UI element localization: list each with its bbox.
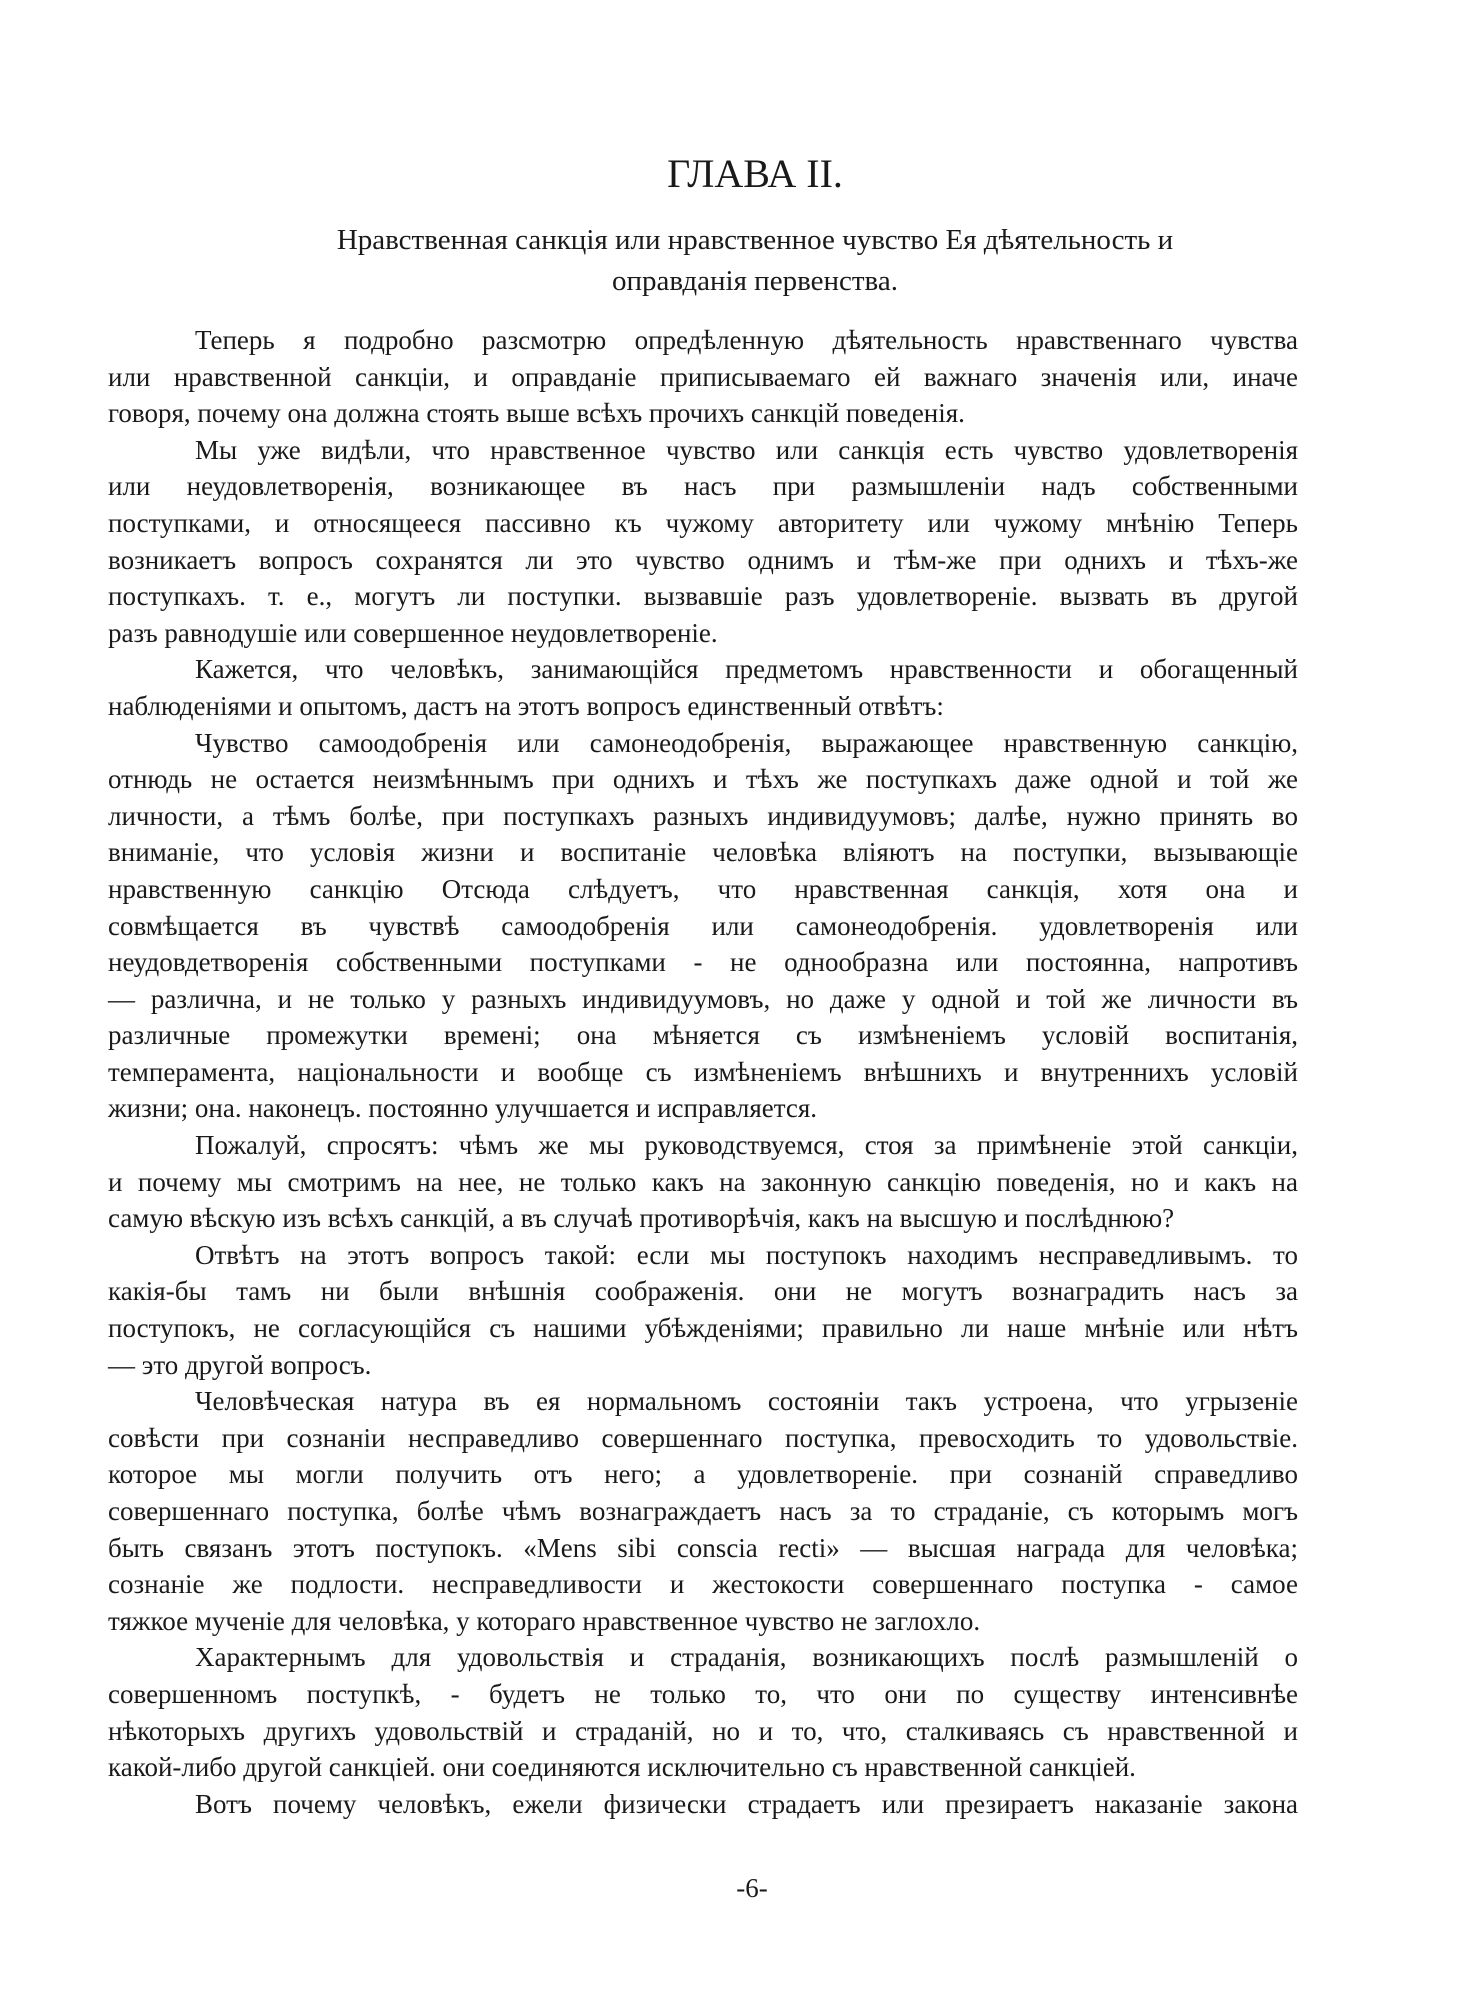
text-line: быть связанъ этотъ поступокъ. «Mens sibi conscia recti» — высшая награда для человѣка; xyxy=(108,1532,1298,1563)
paragraph xyxy=(108,1127,1298,1237)
text-line: совершеннаго поступка, болѣе чѣмъ вознаграждаетъ насъ за то страданіе, съ которымъ могъ xyxy=(108,1496,1298,1526)
paragraph xyxy=(108,1383,1298,1639)
text-line: поступками, и относящееся пассивно къ чужому авторитету или чужому мнѣнію Теперь xyxy=(108,507,1298,538)
page-number: -6- xyxy=(736,1873,768,1903)
text-line: личности, а тѣмъ болѣе, при поступкахъ разныхъ индивидуумовъ; далѣе, нужно принять во xyxy=(108,800,1298,831)
text-line: разъ равнодушіе или совершенное неудовлетвореніе. xyxy=(108,617,718,648)
text-line: говоря, почему она должна стоять выше всѣхъ прочихъ санкцій поведенія. xyxy=(108,398,965,429)
text-line: и почему мы смотримъ на нее, не только какъ на законную санкцію поведенія, но и какъ на xyxy=(108,1166,1298,1197)
subtitle-line: Нравственная санкція или нравственное чувство Ея дѣятельность и xyxy=(336,224,1174,256)
paragraph xyxy=(108,725,1298,1128)
paragraph xyxy=(108,651,1298,724)
subtitle-line: оправданія первенства. xyxy=(612,265,898,297)
text-line: нѣкоторыхъ другихъ удовольствій и страданій, но и то, что, сталкиваясь съ нравственной и xyxy=(108,1715,1298,1746)
text-line: совѣсти при сознаніи несправедливо совершеннаго поступка, превосходить то удовольствіе. xyxy=(108,1422,1298,1453)
text-line: Характернымъ для удовольствія и страданія, возникающихъ послѣ размышленій о xyxy=(195,1642,1298,1673)
chapter-subtitle xyxy=(225,220,1285,302)
text-line: вниманіе, что условія жизни и воспитаніе человѣка вліяютъ на поступки, вызывающіе xyxy=(108,837,1298,868)
text-line: Чувство самоодобренія или самонеодобренія, выражающее нравственную санкцію, xyxy=(195,727,1298,758)
text-line: наблюденіями и опытомъ, дастъ на этотъ вопросъ единственный отвѣтъ: xyxy=(108,690,944,721)
text-line: Мы уже видѣли, что нравственное чувство или санкція есть чувство удовлетворенія xyxy=(195,434,1298,465)
text-line: Человѣческая натура въ ея нормальномъ состояніи такъ устроена, что угрызеніе xyxy=(195,1386,1298,1417)
paragraph xyxy=(108,1786,1298,1823)
text-line: тяжкое мученіе для человѣка, у котораго нравственное чувство не заглохло. xyxy=(108,1605,981,1636)
body-text xyxy=(108,322,1298,1822)
text-line: Теперь я подробно разсмотрю опредѣленную дѣятельность нравственнаго чувства xyxy=(195,325,1298,355)
text-line: Отвѣтъ на этотъ вопросъ такой: если мы поступокъ находимъ несправедливымъ. то xyxy=(195,1239,1298,1270)
text-line: самую вѣскую изъ всѣхъ санкцій, а въ случаѣ противорѣчія, какъ на высшую и послѣднюю? xyxy=(108,1203,1175,1234)
text-line: поступокъ, не согласующійся съ нашими убѣжденіями; правильно ли наше мнѣніе или нѣтъ xyxy=(108,1313,1298,1344)
text-line: совершенномъ поступкѣ, - будетъ не только то, что они по существу интенсивнѣе xyxy=(108,1678,1298,1709)
text-line: неудовдетворенія собственными поступками - не однообразна или постоянна, напротивъ xyxy=(108,947,1298,978)
paragraph xyxy=(108,1237,1298,1383)
text-line: или неудовлетворенія, возникающее въ насъ при размышленіи надъ собственными xyxy=(108,471,1298,502)
text-line: — различна, и не только у разныхъ индивидуумовъ, но даже у одной и той же личности въ xyxy=(108,983,1298,1014)
paragraph xyxy=(108,432,1298,652)
text-line: нравственную санкцію Отсюда слѣдуетъ, что нравственная санкція, хотя она и xyxy=(108,873,1298,904)
text-line: поступкахъ. т. е., могутъ ли поступки. вызвавшіе разъ удовлетвореніе. вызвать въ другой xyxy=(108,581,1298,612)
text-line: совмѣщается въ чувствѣ самоодобренія или самонеодобренія. удовлетворенія или xyxy=(108,910,1298,941)
text-line: Пожалуй, спросятъ: чѣмъ же мы руководствуемся, стоя за примѣненіе этой санкціи, xyxy=(195,1130,1298,1161)
text-line: какія-бы тамъ ни были внѣшнія соображенія. они не могутъ вознаградить насъ за xyxy=(108,1276,1298,1307)
text-line: которое мы могли получить отъ него; а удовлетвореніе. при сознаній справедливо xyxy=(108,1459,1298,1490)
text-line: отнюдь не остается неизмѣннымъ при однихъ и тѣхъ же поступкахъ даже одной и той же xyxy=(108,764,1298,795)
text-line: — это другой вопросъ. xyxy=(108,1349,372,1380)
text-line: какой-либо другой санкціей. они соединяются исключительно съ нравственной санкціей. xyxy=(108,1752,1136,1783)
text-line: различные промежутки времені; она мѣняется съ измѣненіемъ условій воспитанія, xyxy=(108,1020,1298,1051)
text-line: темперамента, національности и вообще съ измѣненіемъ внѣшнихъ и внутреннихъ условій xyxy=(108,1056,1298,1087)
paragraph xyxy=(108,1639,1298,1785)
text-line: Кажется, что человѣкъ, занимающійся предметомъ нравственности и обогащенный xyxy=(195,654,1298,685)
text-line: жизни; она. наконецъ. постоянно улучшается и исправляется. xyxy=(108,1093,818,1124)
text-line: сознаніе же подлости. несправедливости и жестокости совершеннаго поступка - самое xyxy=(108,1569,1298,1600)
text-line: возникаетъ вопросъ сохранятся ли это чувство однимъ и тѣм-же при однихъ и тѣхъ-же xyxy=(108,544,1298,575)
chapter-title: ГЛАВА II. xyxy=(667,151,843,196)
text-line: Вотъ почему человѣкъ, ежели физически страдаетъ или презираетъ наказаніе закона xyxy=(195,1788,1298,1819)
text-line: или нравственной санкціи, и оправданіе приписываемаго ей важнаго значенія или, иначе xyxy=(108,361,1298,392)
paragraph xyxy=(108,322,1298,432)
